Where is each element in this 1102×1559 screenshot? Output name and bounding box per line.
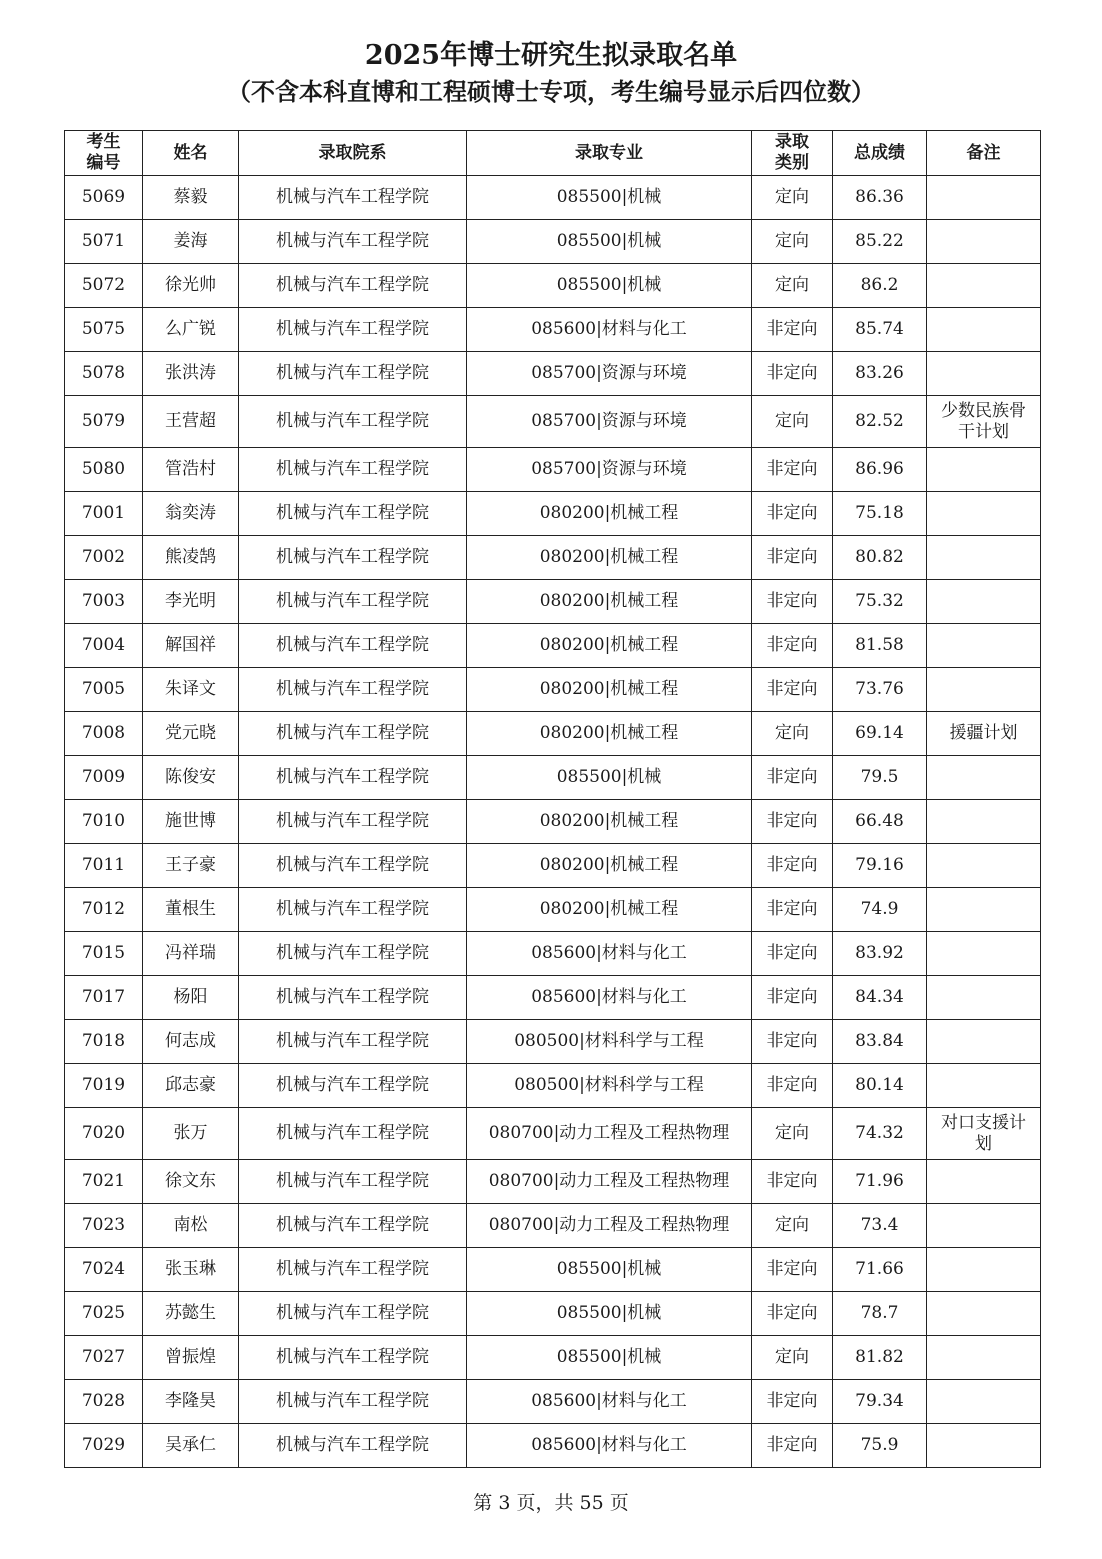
cell-major: 085500|机械	[467, 264, 752, 308]
cell-name: 解国祥	[143, 624, 239, 668]
cell-college: 机械与汽车工程学院	[239, 888, 467, 932]
cell-id: 5072	[65, 264, 143, 308]
cell-major: 080200|机械工程	[467, 668, 752, 712]
cell-id: 7018	[65, 1020, 143, 1064]
cell-type: 定向	[752, 1204, 833, 1248]
table-row	[65, 1424, 1041, 1468]
cell-note	[927, 536, 1041, 580]
cell-id: 7011	[65, 844, 143, 888]
table-row	[65, 756, 1041, 800]
cell-name: 张玉琳	[143, 1248, 239, 1292]
cell-type: 非定向	[752, 352, 833, 396]
cell-note	[927, 1160, 1041, 1204]
cell-major: 085500|机械	[467, 756, 752, 800]
cell-major: 085500|机械	[467, 1248, 752, 1292]
table-row	[65, 1204, 1041, 1248]
cell-type: 非定向	[752, 1424, 833, 1468]
cell-id: 7010	[65, 800, 143, 844]
cell-name: 曾振煌	[143, 1336, 239, 1380]
table-row	[65, 352, 1041, 396]
cell-note	[927, 1380, 1041, 1424]
table-row	[65, 1336, 1041, 1380]
admission-table	[64, 130, 1041, 1468]
cell-score: 79.34	[833, 1380, 927, 1424]
table-row	[65, 1160, 1041, 1204]
cell-type: 非定向	[752, 536, 833, 580]
cell-score: 83.26	[833, 352, 927, 396]
cell-score: 80.14	[833, 1064, 927, 1108]
cell-major: 085500|机械	[467, 1336, 752, 1380]
cell-major: 080700|动力工程及工程热物理	[467, 1204, 752, 1248]
cell-college: 机械与汽车工程学院	[239, 844, 467, 888]
cell-type: 非定向	[752, 1248, 833, 1292]
cell-college: 机械与汽车工程学院	[239, 536, 467, 580]
cell-score: 71.96	[833, 1160, 927, 1204]
cell-name: 董根生	[143, 888, 239, 932]
cell-college: 机械与汽车工程学院	[239, 668, 467, 712]
cell-score: 84.34	[833, 976, 927, 1020]
cell-type: 非定向	[752, 448, 833, 492]
cell-major: 080200|机械工程	[467, 624, 752, 668]
cell-type: 定向	[752, 176, 833, 220]
cell-name: 苏懿生	[143, 1292, 239, 1336]
cell-type: 非定向	[752, 844, 833, 888]
cell-name: 党元晓	[143, 712, 239, 756]
cell-note	[927, 624, 1041, 668]
cell-score: 82.52	[833, 396, 927, 448]
cell-id: 5071	[65, 220, 143, 264]
cell-id: 7002	[65, 536, 143, 580]
cell-college: 机械与汽车工程学院	[239, 176, 467, 220]
cell-major: 080200|机械工程	[467, 800, 752, 844]
cell-id: 7012	[65, 888, 143, 932]
cell-id: 7004	[65, 624, 143, 668]
cell-id: 7015	[65, 932, 143, 976]
cell-major: 085600|材料与化工	[467, 932, 752, 976]
cell-note	[927, 668, 1041, 712]
cell-note	[927, 1424, 1041, 1468]
cell-college: 机械与汽车工程学院	[239, 448, 467, 492]
cell-major: 085700|资源与环境	[467, 396, 752, 448]
table-row	[65, 624, 1041, 668]
table-row	[65, 888, 1041, 932]
cell-college: 机械与汽车工程学院	[239, 220, 467, 264]
cell-major: 080200|机械工程	[467, 712, 752, 756]
cell-type: 非定向	[752, 1020, 833, 1064]
cell-type: 定向	[752, 264, 833, 308]
cell-type: 非定向	[752, 580, 833, 624]
page-footer: 第 3 页，共 55 页	[473, 1492, 629, 1514]
cell-major: 080200|机械工程	[467, 888, 752, 932]
cell-note	[927, 800, 1041, 844]
table-row	[65, 976, 1041, 1020]
cell-type: 定向	[752, 220, 833, 264]
cell-college: 机械与汽车工程学院	[239, 1336, 467, 1380]
table-row	[65, 396, 1041, 448]
cell-score: 69.14	[833, 712, 927, 756]
cell-major: 085600|材料与化工	[467, 308, 752, 352]
table-row	[65, 264, 1041, 308]
cell-college: 机械与汽车工程学院	[239, 976, 467, 1020]
cell-type: 非定向	[752, 308, 833, 352]
cell-major: 080500|材料科学与工程	[467, 1064, 752, 1108]
cell-score: 78.7	[833, 1292, 927, 1336]
cell-college: 机械与汽车工程学院	[239, 1204, 467, 1248]
header-name: 姓名	[143, 131, 239, 176]
cell-college: 机械与汽车工程学院	[239, 624, 467, 668]
cell-type: 非定向	[752, 888, 833, 932]
cell-note	[927, 308, 1041, 352]
cell-major: 080700|动力工程及工程热物理	[467, 1160, 752, 1204]
cell-college: 机械与汽车工程学院	[239, 492, 467, 536]
cell-score: 74.32	[833, 1108, 927, 1160]
table-row	[65, 1064, 1041, 1108]
cell-type: 非定向	[752, 1292, 833, 1336]
cell-name: 姜海	[143, 220, 239, 264]
cell-note	[927, 220, 1041, 264]
table-row	[65, 932, 1041, 976]
cell-note	[927, 448, 1041, 492]
cell-major: 080200|机械工程	[467, 844, 752, 888]
cell-name: 张洪涛	[143, 352, 239, 396]
cell-name: 李隆昊	[143, 1380, 239, 1424]
cell-name: 吴承仁	[143, 1424, 239, 1468]
cell-score: 83.92	[833, 932, 927, 976]
cell-college: 机械与汽车工程学院	[239, 308, 467, 352]
cell-type: 定向	[752, 396, 833, 448]
cell-note: 少数民族骨干计划	[927, 396, 1041, 448]
cell-major: 085700|资源与环境	[467, 352, 752, 396]
cell-college: 机械与汽车工程学院	[239, 800, 467, 844]
cell-college: 机械与汽车工程学院	[239, 396, 467, 448]
cell-type: 非定向	[752, 668, 833, 712]
cell-score: 79.5	[833, 756, 927, 800]
cell-name: 朱译文	[143, 668, 239, 712]
cell-college: 机械与汽车工程学院	[239, 1380, 467, 1424]
cell-name: 冯祥瑞	[143, 932, 239, 976]
cell-score: 71.66	[833, 1248, 927, 1292]
cell-id: 7003	[65, 580, 143, 624]
cell-score: 75.18	[833, 492, 927, 536]
cell-college: 机械与汽车工程学院	[239, 1160, 467, 1204]
table-row	[65, 448, 1041, 492]
cell-type: 非定向	[752, 932, 833, 976]
table-row	[65, 1248, 1041, 1292]
page-subtitle: （不含本科直博和工程硕博士专项，考生编号显示后四位数）	[227, 78, 875, 106]
table-header-row	[65, 131, 1041, 176]
cell-name: 何志成	[143, 1020, 239, 1064]
table-row	[65, 580, 1041, 624]
cell-type: 非定向	[752, 756, 833, 800]
cell-note	[927, 580, 1041, 624]
header-major: 录取专业	[467, 131, 752, 176]
cell-college: 机械与汽车工程学院	[239, 1248, 467, 1292]
cell-name: 管浩村	[143, 448, 239, 492]
header-type: 录取类别	[752, 131, 833, 176]
cell-note	[927, 1064, 1041, 1108]
cell-score: 83.84	[833, 1020, 927, 1064]
cell-type: 非定向	[752, 800, 833, 844]
table-row	[65, 536, 1041, 580]
cell-name: 杨阳	[143, 976, 239, 1020]
cell-id: 5078	[65, 352, 143, 396]
table-row	[65, 800, 1041, 844]
table-row	[65, 176, 1041, 220]
cell-id: 7005	[65, 668, 143, 712]
cell-type: 非定向	[752, 976, 833, 1020]
cell-type: 定向	[752, 1108, 833, 1160]
cell-id: 5080	[65, 448, 143, 492]
cell-id: 7008	[65, 712, 143, 756]
cell-note	[927, 1204, 1041, 1248]
cell-id: 5079	[65, 396, 143, 448]
cell-id: 7024	[65, 1248, 143, 1292]
cell-score: 81.58	[833, 624, 927, 668]
table-body	[65, 176, 1041, 1468]
cell-score: 86.2	[833, 264, 927, 308]
cell-college: 机械与汽车工程学院	[239, 1064, 467, 1108]
cell-note	[927, 1020, 1041, 1064]
cell-major: 080500|材料科学与工程	[467, 1020, 752, 1064]
cell-note	[927, 492, 1041, 536]
cell-major: 085600|材料与化工	[467, 1380, 752, 1424]
cell-name: 张万	[143, 1108, 239, 1160]
cell-score: 73.4	[833, 1204, 927, 1248]
cell-note	[927, 844, 1041, 888]
cell-college: 机械与汽车工程学院	[239, 1108, 467, 1160]
cell-name: 熊凌鹄	[143, 536, 239, 580]
cell-score: 79.16	[833, 844, 927, 888]
cell-id: 7028	[65, 1380, 143, 1424]
cell-name: 陈俊安	[143, 756, 239, 800]
cell-score: 81.82	[833, 1336, 927, 1380]
cell-type: 非定向	[752, 1064, 833, 1108]
cell-id: 7027	[65, 1336, 143, 1380]
cell-score: 73.76	[833, 668, 927, 712]
cell-score: 80.82	[833, 536, 927, 580]
cell-type: 非定向	[752, 492, 833, 536]
cell-name: 翁奕涛	[143, 492, 239, 536]
cell-score: 75.9	[833, 1424, 927, 1468]
cell-note	[927, 888, 1041, 932]
cell-major: 080200|机械工程	[467, 580, 752, 624]
table-row	[65, 1020, 1041, 1064]
cell-major: 085600|材料与化工	[467, 1424, 752, 1468]
table-row	[65, 1380, 1041, 1424]
header-id: 考生编号	[65, 131, 143, 176]
cell-type: 定向	[752, 1336, 833, 1380]
cell-score: 85.74	[833, 308, 927, 352]
cell-id: 7021	[65, 1160, 143, 1204]
cell-college: 机械与汽车工程学院	[239, 580, 467, 624]
cell-score: 86.96	[833, 448, 927, 492]
table-row	[65, 492, 1041, 536]
cell-note	[927, 264, 1041, 308]
cell-major: 085500|机械	[467, 176, 752, 220]
cell-id: 7009	[65, 756, 143, 800]
cell-id: 7023	[65, 1204, 143, 1248]
cell-type: 定向	[752, 712, 833, 756]
header-college: 录取院系	[239, 131, 467, 176]
cell-type: 非定向	[752, 1380, 833, 1424]
cell-college: 机械与汽车工程学院	[239, 1020, 467, 1064]
table-row	[65, 668, 1041, 712]
header-note: 备注	[927, 131, 1041, 176]
cell-college: 机械与汽车工程学院	[239, 1292, 467, 1336]
header-score: 总成绩	[833, 131, 927, 176]
cell-major: 085500|机械	[467, 1292, 752, 1336]
cell-name: 王营超	[143, 396, 239, 448]
cell-note	[927, 932, 1041, 976]
table-row	[65, 712, 1041, 756]
cell-type: 非定向	[752, 1160, 833, 1204]
cell-major: 080200|机械工程	[467, 492, 752, 536]
cell-id: 7029	[65, 1424, 143, 1468]
cell-note	[927, 176, 1041, 220]
cell-name: 南松	[143, 1204, 239, 1248]
cell-major: 085500|机械	[467, 220, 752, 264]
page-title: 2025年博士研究生拟录取名单	[364, 40, 738, 71]
table-row	[65, 1292, 1041, 1336]
cell-id: 5075	[65, 308, 143, 352]
cell-id: 7001	[65, 492, 143, 536]
cell-note	[927, 976, 1041, 1020]
cell-major: 085700|资源与环境	[467, 448, 752, 492]
cell-major: 080700|动力工程及工程热物理	[467, 1108, 752, 1160]
cell-score: 66.48	[833, 800, 927, 844]
cell-id: 7017	[65, 976, 143, 1020]
cell-score: 74.9	[833, 888, 927, 932]
cell-name: 邱志豪	[143, 1064, 239, 1108]
cell-id: 5069	[65, 176, 143, 220]
cell-name: 李光明	[143, 580, 239, 624]
cell-note	[927, 1336, 1041, 1380]
cell-college: 机械与汽车工程学院	[239, 264, 467, 308]
cell-college: 机械与汽车工程学院	[239, 932, 467, 976]
cell-note	[927, 352, 1041, 396]
cell-note	[927, 756, 1041, 800]
cell-name: 施世博	[143, 800, 239, 844]
cell-score: 85.22	[833, 220, 927, 264]
cell-note: 对口支援计划	[927, 1108, 1041, 1160]
table-row	[65, 308, 1041, 352]
cell-note	[927, 1248, 1041, 1292]
cell-major: 080200|机械工程	[467, 536, 752, 580]
table-row	[65, 1108, 1041, 1160]
cell-major: 085600|材料与化工	[467, 976, 752, 1020]
cell-college: 机械与汽车工程学院	[239, 1424, 467, 1468]
cell-name: 王子豪	[143, 844, 239, 888]
cell-name: 么广锐	[143, 308, 239, 352]
cell-score: 75.32	[833, 580, 927, 624]
cell-note	[927, 1292, 1041, 1336]
cell-id: 7025	[65, 1292, 143, 1336]
cell-college: 机械与汽车工程学院	[239, 756, 467, 800]
cell-note: 援疆计划	[927, 712, 1041, 756]
cell-college: 机械与汽车工程学院	[239, 712, 467, 756]
cell-id: 7019	[65, 1064, 143, 1108]
cell-name: 蔡毅	[143, 176, 239, 220]
cell-college: 机械与汽车工程学院	[239, 352, 467, 396]
cell-name: 徐光帅	[143, 264, 239, 308]
cell-name: 徐文东	[143, 1160, 239, 1204]
table-row	[65, 220, 1041, 264]
cell-type: 非定向	[752, 624, 833, 668]
cell-score: 86.36	[833, 176, 927, 220]
table-row	[65, 844, 1041, 888]
cell-id: 7020	[65, 1108, 143, 1160]
